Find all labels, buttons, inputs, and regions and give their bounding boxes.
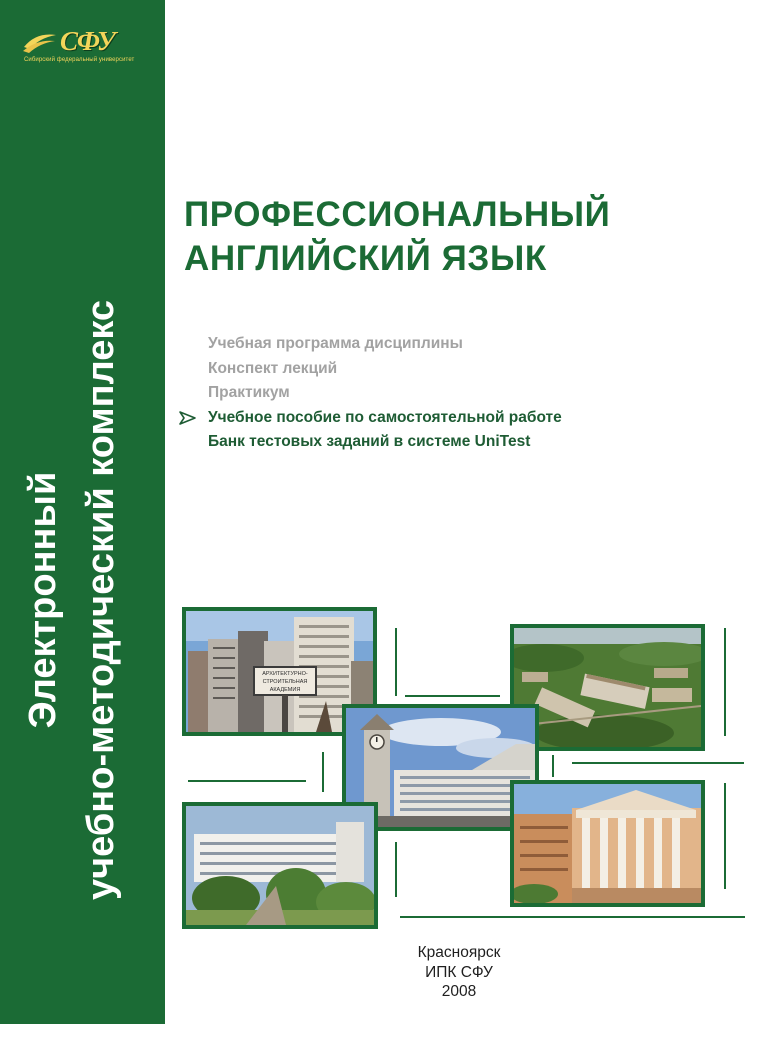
publication-year: 2008 <box>441 983 477 1000</box>
sign-text-line-1: АРХИТЕКТУРНО- <box>262 671 308 677</box>
logo-wordmark: СФУ <box>60 26 115 56</box>
decor-line <box>322 752 324 792</box>
contents-list <box>208 332 562 455</box>
decor-line <box>724 628 726 736</box>
current-item-arrow-icon <box>178 406 198 430</box>
sidebar-title-line-1: Электронный <box>22 471 64 729</box>
decor-line <box>405 695 500 697</box>
logo-swoosh-icon <box>22 30 58 54</box>
page-title-line-2: АНГЛИЙСКИЙ ЯЗЫК <box>184 239 547 278</box>
contents-item-practicum[interactable]: Практикум <box>208 384 290 401</box>
sidebar-title-line-2: учебно-методический комплекс <box>80 300 122 901</box>
publication-publisher: ИПК СФУ <box>425 963 493 981</box>
photo-campus-building <box>182 802 378 929</box>
logo-subtitle: Сибирский федеральный университет <box>24 57 135 63</box>
contents-item-self-study-label: Учебное пособие по самостоятельной работе <box>208 408 562 426</box>
decor-line <box>552 755 554 777</box>
sidebar-band <box>0 0 165 1024</box>
publication-info <box>400 943 518 1002</box>
contents-item-program[interactable]: Учебная программа дисциплины <box>208 335 463 352</box>
decor-line <box>395 842 397 897</box>
decor-line <box>188 780 306 782</box>
page-title-line-1: ПРОФЕССИОНАЛЬНЫЙ <box>184 195 611 234</box>
contents-item-self-study-current[interactable] <box>208 406 562 431</box>
decor-line <box>724 783 726 889</box>
photo-columned-building <box>510 780 705 907</box>
university-logo <box>18 24 150 70</box>
decor-line <box>395 628 397 696</box>
photo-campus-aerial <box>510 624 705 751</box>
decor-line <box>572 762 744 764</box>
sidebar-vertical-title <box>14 160 152 1040</box>
publication-city: Красноярск <box>417 944 501 961</box>
page-title <box>184 193 610 281</box>
contents-item-test-bank[interactable]: Банк тестовых заданий в системе UniTest <box>208 433 531 450</box>
contents-item-lectures[interactable]: Конспект лекций <box>208 359 338 377</box>
sign-text-line-3: АКАДЕМИЯ <box>269 687 301 693</box>
decor-line <box>400 916 745 918</box>
sign-text-line-2: СТРОИТЕЛЬНАЯ <box>262 679 308 685</box>
